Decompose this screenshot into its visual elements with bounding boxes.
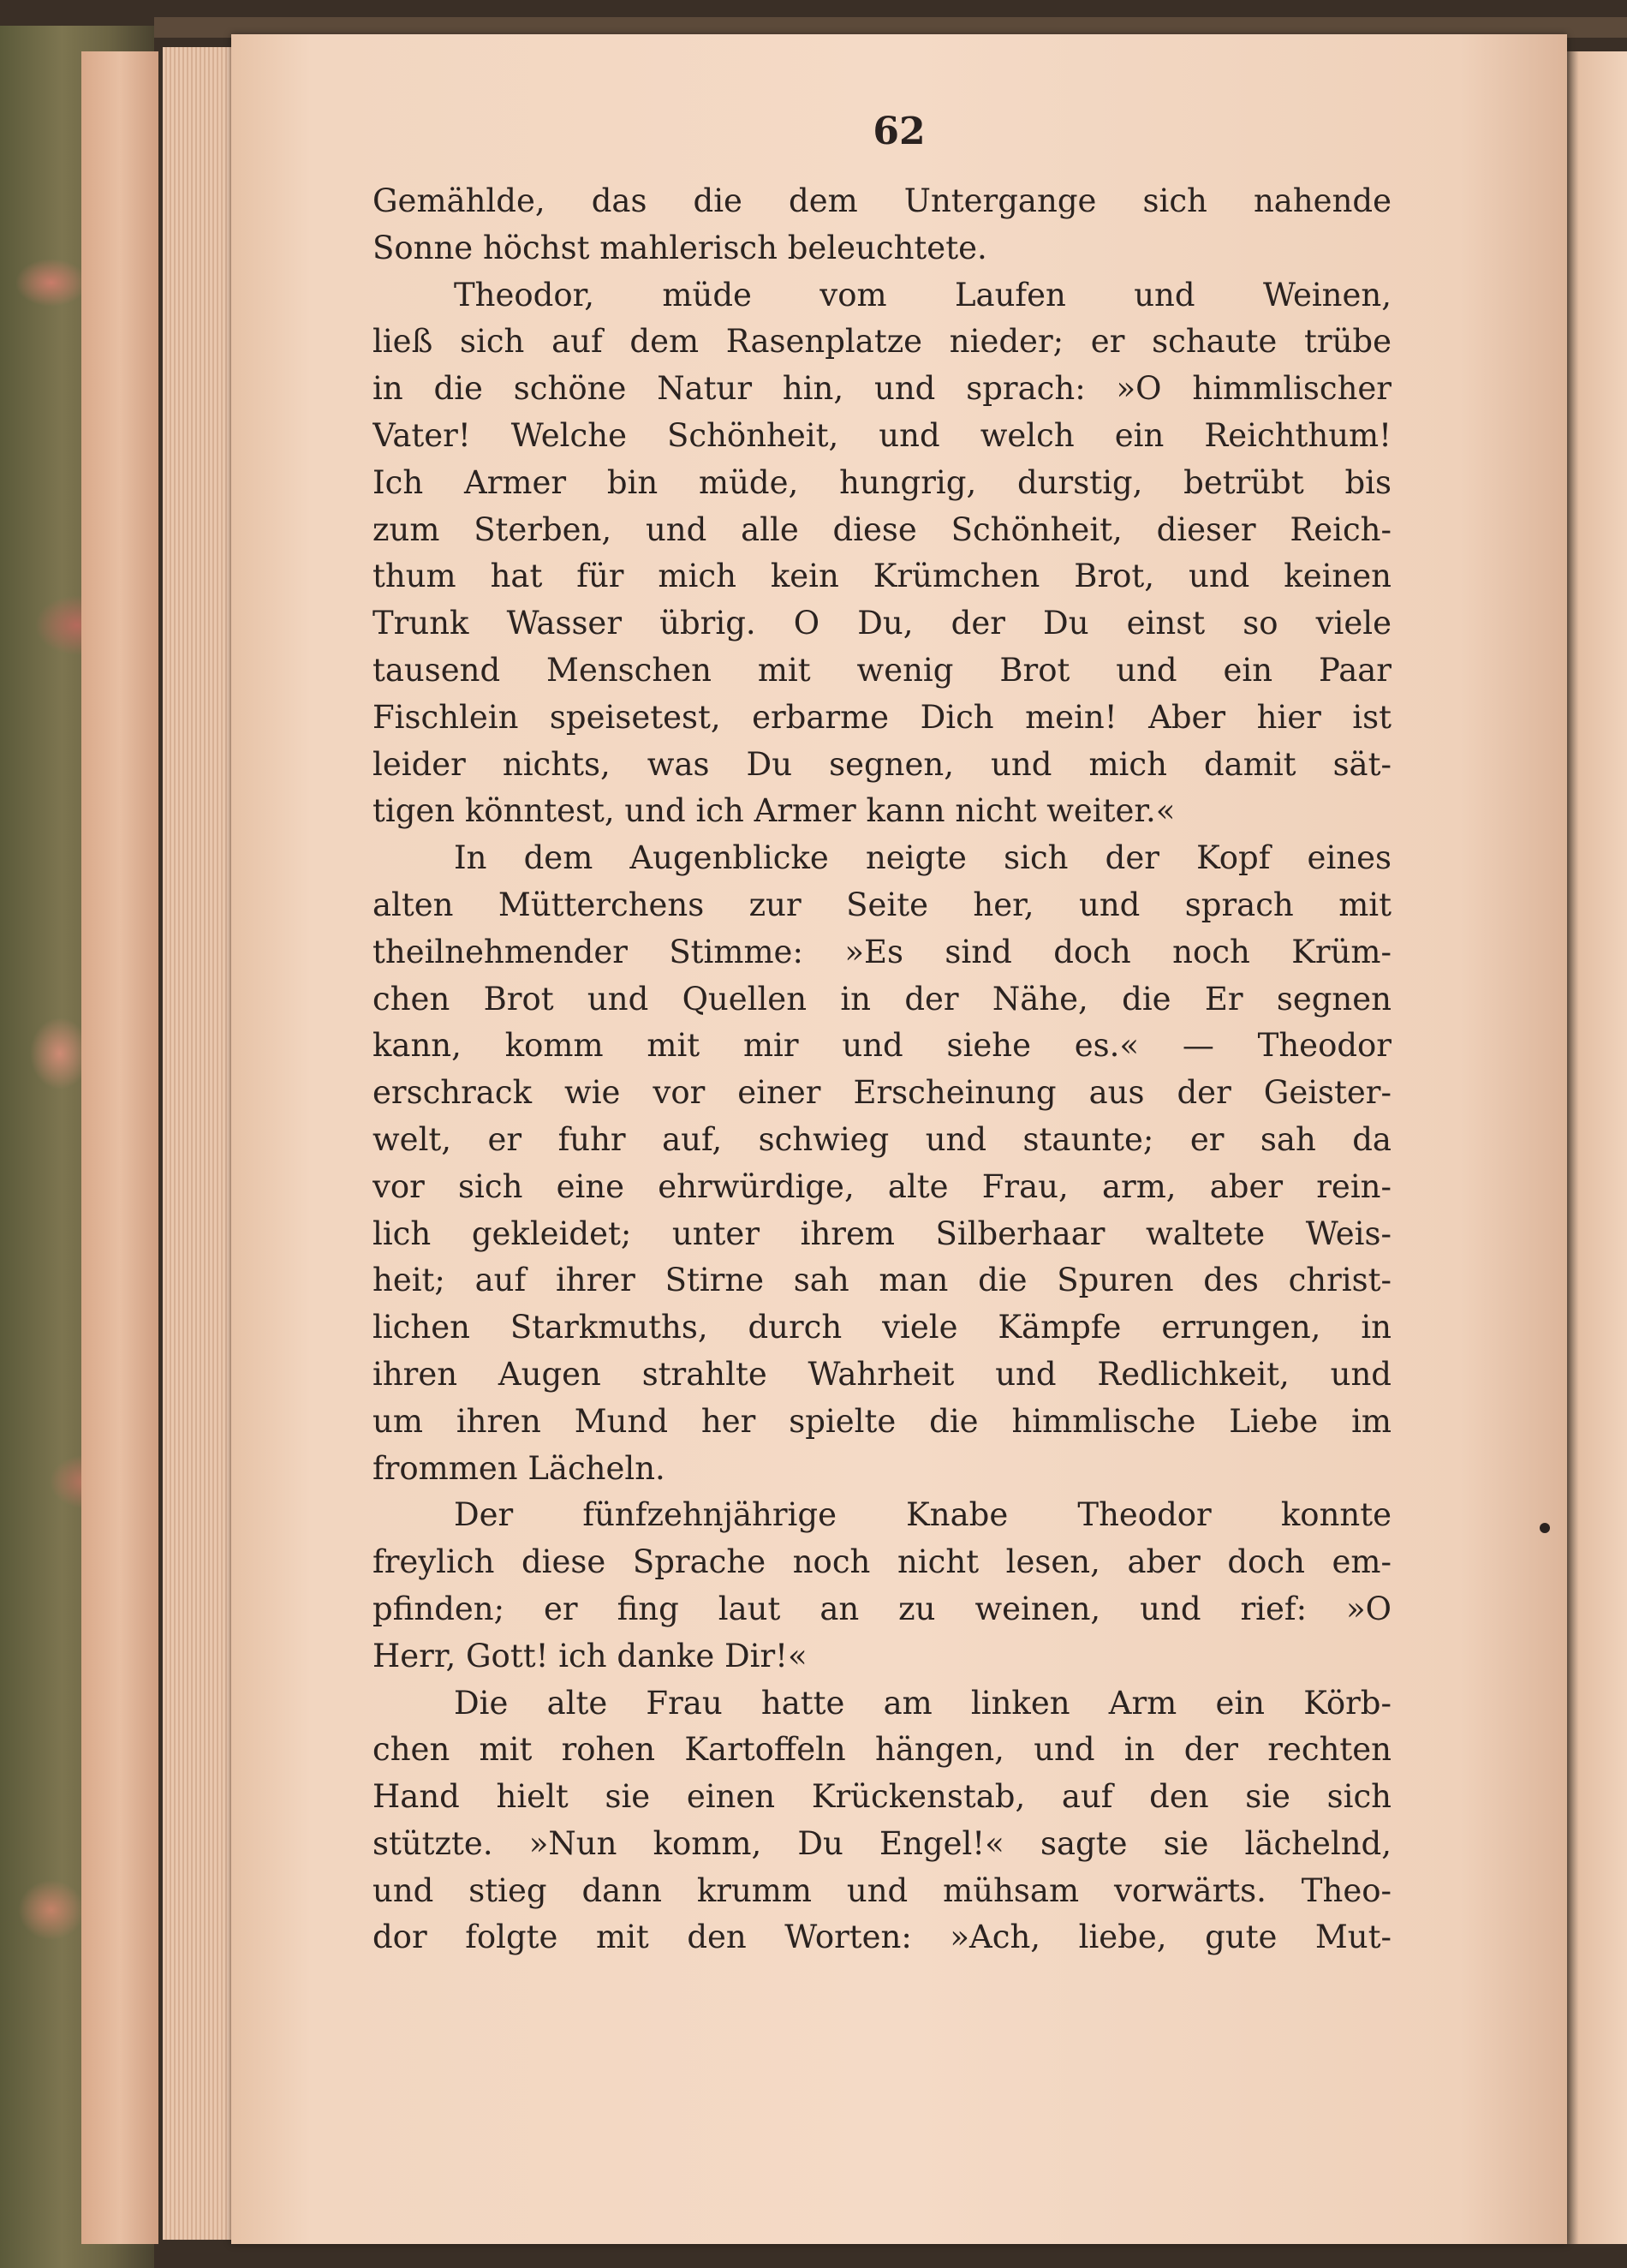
text-line: lich gekleidet; unter ihrem Silberhaar waltete Weis-	[372, 1215, 1392, 1252]
page-text-block	[372, 178, 1392, 1961]
text-line: dor folgte mit den Worten: »Ach, liebe, gute Mut-	[372, 1919, 1392, 1956]
text-line: Gemählde, das die dem Untergange sich nahende	[372, 182, 1392, 219]
book-page	[231, 34, 1567, 2244]
text-line: In dem Augenblicke neigte sich der Kopf eines	[454, 839, 1392, 877]
page-stack-edges	[163, 47, 240, 2240]
text-line: pfinden; er fing laut an zu weinen, und rief: »O	[372, 1590, 1392, 1627]
text-line: freylich diese Sprache noch nicht lesen, aber doch em-	[372, 1543, 1392, 1581]
text-line: chen mit rohen Kartoffeln hängen, und in der rechten	[372, 1731, 1392, 1769]
text-line: vor sich eine ehrwürdige, alte Frau, arm, aber rein-	[372, 1167, 1392, 1205]
text-line: Ich Armer bin müde, hungrig, durstig, betrübt bis	[372, 463, 1392, 501]
facing-page-edge	[1563, 51, 1627, 2244]
text-line: Vater! Welche Schönheit, und welch ein Reichthum!	[372, 416, 1392, 454]
text-line: tausend Menschen mit wenig Brot und ein Paar	[372, 651, 1392, 689]
text-line: heit; auf ihrer Stirne sah man die Spuren des christ-	[372, 1262, 1392, 1299]
text-line: Theodor, müde vom Laufen und Weinen,	[454, 276, 1392, 313]
text-line: ließ sich auf dem Rasenplatze nieder; er schaute trübe	[372, 323, 1392, 361]
text-line: stützte. »Nun komm, Du Engel!« sagte sie lächelnd,	[372, 1824, 1392, 1862]
text-line: in die schöne Natur hin, und sprach: »O himmlischer	[372, 370, 1392, 408]
text-line: theilnehmender Stimme: »Es sind doch noch Krüm-	[372, 933, 1392, 970]
text-line: Sonne höchst mahlerisch beleuchtete.	[372, 229, 987, 266]
text-line: alten Mütterchens zur Seite her, und sprach mit	[372, 886, 1392, 923]
text-line: ihren Augen strahlte Wahrheit und Redlichkeit, und	[372, 1355, 1392, 1393]
text-line: Fischlein speisetest, erbarme Dich mein! Aber hier ist	[372, 698, 1392, 736]
text-line: erschrack wie vor einer Erscheinung aus der Geister-	[372, 1074, 1392, 1112]
text-line: Hand hielt sie einen Krückenstab, auf den sie sich	[372, 1778, 1392, 1816]
text-line: welt, er fuhr auf, schwieg und staunte; er sah da	[372, 1120, 1392, 1158]
text-line: Der fünfzehnjährige Knabe Theodor konnte	[454, 1496, 1392, 1534]
text-line: leider nichts, was Du segnen, und mich damit sät-	[372, 745, 1392, 783]
text-line: und stieg dann krumm und mühsam vorwärts. Theo-	[372, 1871, 1392, 1909]
text-line: um ihren Mund her spielte die himmlische Liebe im	[372, 1402, 1392, 1440]
ink-speck	[1540, 1523, 1550, 1533]
text-line: Die alte Frau hatte am linken Arm ein Körb-	[454, 1684, 1392, 1722]
text-line: tigen könntest, und ich Armer kann nicht weiter.«	[372, 792, 1176, 830]
text-line: thum hat für mich kein Krümchen Brot, und keinen	[372, 558, 1392, 595]
text-line: kann, komm mit mir und siehe es.« — Theodor	[372, 1027, 1392, 1065]
text-line: Herr, Gott! ich danke Dir!«	[372, 1637, 808, 1674]
text-line: zum Sterben, und alle diese Schönheit, dieser Reich-	[372, 510, 1392, 548]
endpaper-edge	[81, 51, 158, 2244]
page-number: 62	[873, 110, 926, 153]
text-line: frommen Lächeln.	[372, 1449, 665, 1487]
text-line: Trunk Wasser übrig. O Du, der Du einst so viele	[372, 605, 1392, 642]
text-line: chen Brot und Quellen in der Nähe, die Er segnen	[372, 980, 1392, 1018]
text-line: lichen Starkmuths, durch viele Kämpfe errungen, in	[372, 1309, 1392, 1346]
